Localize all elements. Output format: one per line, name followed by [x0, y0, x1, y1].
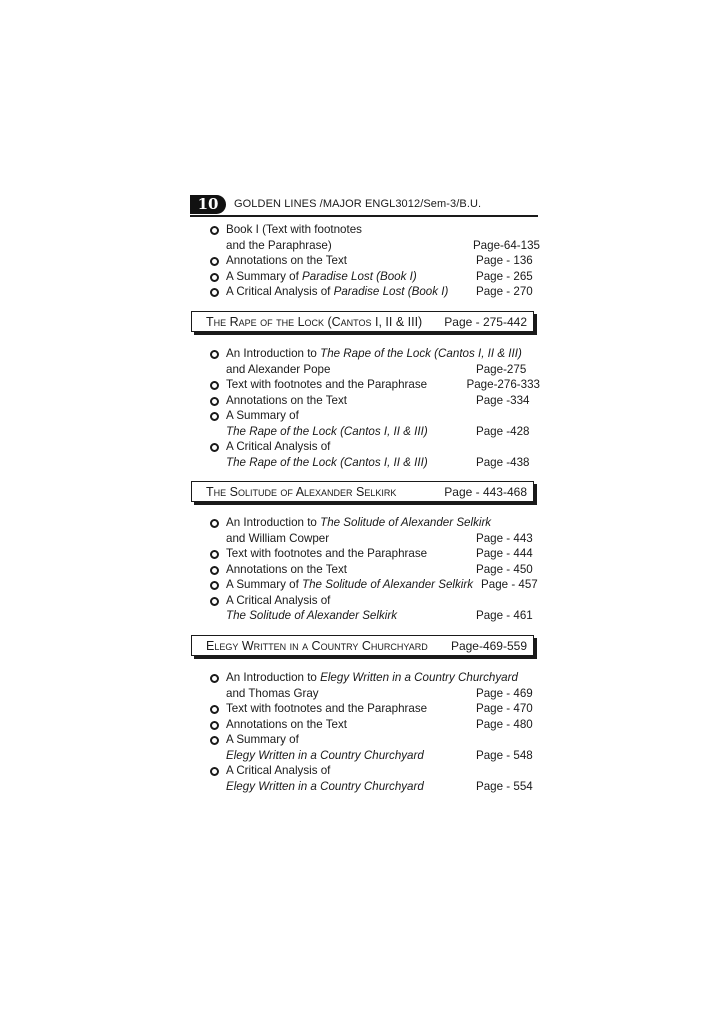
list-item	[210, 531, 540, 547]
entry-page: Page - 461	[476, 609, 533, 622]
list-item	[210, 439, 540, 455]
entry-page: Page - 480	[476, 717, 533, 731]
section-page-range: Page - 443-468	[444, 484, 527, 499]
entry-text-segment: Annotations on the Text	[226, 717, 347, 731]
work-title: The Rape of the Lock (Cantos I, II & III)	[226, 424, 428, 438]
list-item	[210, 362, 540, 378]
entry-text	[210, 748, 424, 764]
entry-page: Page - 470	[476, 702, 533, 715]
list-item	[210, 393, 540, 409]
list-item	[210, 408, 540, 424]
bullet-circle-icon	[210, 705, 219, 714]
list-item	[210, 346, 540, 362]
work-title: The Solitude of Alexander Selkirk	[320, 516, 492, 529]
list-item	[210, 717, 540, 733]
list-item	[210, 763, 540, 779]
list-item	[210, 732, 540, 748]
entry-page: Page-275	[476, 362, 527, 376]
entry-text	[210, 408, 299, 424]
bullet-circle-icon	[210, 550, 219, 559]
entry-page: Page - 469	[476, 686, 533, 700]
entry-text-segment: A Critical Analysis of	[226, 764, 331, 777]
list-item	[210, 701, 540, 717]
bullet-circle-icon	[210, 674, 219, 683]
bullet-circle-icon	[210, 397, 219, 406]
bullet-circle-icon	[210, 226, 219, 235]
bullet-circle-icon	[210, 443, 219, 452]
entry-text	[210, 686, 319, 702]
entry-text-segment: Text with footnotes and the Paraphrase	[226, 702, 428, 715]
list-item	[210, 253, 540, 269]
entry-text-segment: and Alexander Pope	[226, 362, 331, 376]
section-title: The Solitude of Alexander Selkirk	[206, 484, 397, 499]
entry-text-segment: A Summary of	[226, 733, 299, 746]
bullet-circle-icon	[210, 412, 219, 421]
entry-text-segment: A Summary of	[226, 409, 299, 422]
section-heading	[191, 311, 534, 332]
entry-text	[210, 701, 427, 717]
entry-text-segment: A Summary of	[226, 578, 303, 591]
entry-page: Page - 136	[476, 254, 533, 267]
section-page-range: Page - 275-442	[444, 314, 527, 329]
section-title: The Rape of the Lock (Cantos I, II & III)	[206, 314, 423, 329]
list-item	[210, 608, 540, 624]
running-header	[190, 195, 538, 217]
entry-text-segment: Book I (Text with footnotes	[226, 223, 362, 236]
bullet-circle-icon	[210, 721, 219, 730]
entry-text	[210, 732, 299, 748]
list-item	[210, 377, 540, 393]
section-heading	[191, 481, 534, 502]
list-item	[210, 779, 540, 795]
entry-page: Page - 457	[481, 578, 538, 591]
entry-text-segment: Annotations on the Text	[226, 562, 347, 576]
list-item	[210, 577, 540, 593]
entry-text-segment: Annotations on the Text	[226, 393, 347, 407]
entry-text	[210, 608, 397, 624]
entry-text-segment: A Critical Analysis of	[226, 440, 331, 453]
entry-text	[210, 253, 347, 269]
list-item	[210, 222, 540, 238]
work-title: The Solitude of Alexander Selkirk	[302, 578, 474, 591]
list-item	[210, 686, 540, 702]
entry-text	[210, 346, 522, 362]
list-item	[210, 269, 540, 285]
list-item	[210, 593, 540, 609]
entry-text	[210, 455, 428, 471]
work-title: Paradise Lost (Book I)	[333, 285, 449, 298]
list-item	[210, 546, 540, 562]
bullet-circle-icon	[210, 257, 219, 266]
section-entries	[210, 670, 540, 794]
bullet-circle-icon	[210, 581, 219, 590]
work-title: The Solitude of Alexander Selkirk	[226, 609, 397, 622]
list-item	[210, 238, 540, 254]
entry-text-segment: An Introduction to	[226, 516, 321, 529]
page-number-badge: 10	[190, 195, 226, 214]
section-entries	[210, 515, 540, 624]
section-title: Elegy Written in a Country Churchyard	[206, 638, 428, 653]
entry-page: Page - 270	[476, 285, 533, 298]
entry-text	[210, 779, 424, 795]
entry-text	[210, 424, 428, 440]
entry-page: Page -428	[476, 424, 530, 438]
entry-text	[210, 670, 518, 686]
entry-text-segment: An Introduction to	[226, 347, 321, 360]
entry-text-segment: A Critical Analysis of	[226, 285, 334, 298]
entry-text	[210, 593, 330, 609]
entry-text	[210, 577, 473, 593]
work-title: The Rape of the Lock (Cantos I, II & III)	[226, 455, 428, 469]
entry-text	[210, 269, 417, 285]
bullet-circle-icon	[210, 288, 219, 297]
entry-text	[210, 439, 330, 455]
work-title: Paradise Lost (Book I)	[302, 269, 417, 283]
entry-text	[210, 222, 362, 238]
entry-text	[210, 562, 347, 578]
section-entries	[210, 346, 540, 470]
entry-text-segment: Annotations on the Text	[226, 254, 347, 267]
section-entries	[210, 222, 540, 300]
bullet-circle-icon	[210, 350, 219, 359]
bullet-circle-icon	[210, 519, 219, 528]
entry-text	[210, 717, 347, 733]
list-item	[210, 284, 540, 300]
bullet-circle-icon	[210, 273, 219, 282]
entry-page: Page-276-333	[466, 378, 540, 391]
entry-text-segment: A Summary of	[226, 269, 303, 283]
list-item	[210, 455, 540, 471]
entry-page: Page - 450	[476, 562, 533, 576]
work-title: Elegy Written in a Country Churchyard	[226, 748, 424, 762]
running-header-title: GOLDEN LINES /MAJOR ENGL3012/Sem-3/B.U.	[234, 198, 482, 210]
bullet-circle-icon	[210, 597, 219, 606]
section-page-range: Page-469-559	[450, 638, 527, 653]
entry-page: Page-64-135	[472, 238, 540, 252]
entry-text-segment: and William Cowper	[226, 531, 330, 545]
section-heading	[191, 635, 534, 656]
entry-text	[210, 362, 330, 378]
entry-text-segment: Text with footnotes and the Paraphrase	[226, 378, 428, 391]
entry-page: Page -438	[476, 455, 530, 469]
list-item	[210, 515, 540, 531]
entry-page: Page - 443	[476, 531, 533, 545]
entry-text-segment: Text with footnotes and the Paraphrase	[226, 547, 428, 560]
bullet-circle-icon	[210, 767, 219, 776]
entry-page: Page - 548	[476, 748, 533, 762]
list-item	[210, 670, 540, 686]
entry-text	[210, 531, 329, 547]
list-item	[210, 748, 540, 764]
entry-text-segment: An Introduction to	[226, 671, 321, 684]
work-title: Elegy Written in a Country Churchyard	[320, 671, 518, 684]
entry-text-segment: A Critical Analysis of	[226, 593, 331, 607]
bullet-circle-icon	[210, 736, 219, 745]
entry-text-segment: and Thomas Gray	[226, 686, 319, 700]
entry-page: Page - 444	[476, 547, 533, 560]
list-item	[210, 424, 540, 440]
entry-page: Page -334	[476, 393, 530, 407]
entry-text	[210, 763, 330, 779]
entry-text	[210, 393, 347, 409]
entry-text-segment: and the Paraphrase)	[226, 238, 332, 252]
entry-text	[210, 515, 491, 531]
entry-text	[210, 546, 427, 562]
entry-text	[210, 238, 332, 254]
bullet-circle-icon	[210, 566, 219, 575]
work-title: Elegy Written in a Country Churchyard	[226, 779, 424, 793]
entry-page: Page - 265	[476, 269, 533, 283]
list-item	[210, 562, 540, 578]
bullet-circle-icon	[210, 381, 219, 390]
entry-text	[210, 284, 448, 300]
entry-page: Page - 554	[476, 779, 533, 793]
work-title: The Rape of the Lock (Cantos I, II & III)	[320, 347, 522, 360]
entry-text	[210, 377, 427, 393]
